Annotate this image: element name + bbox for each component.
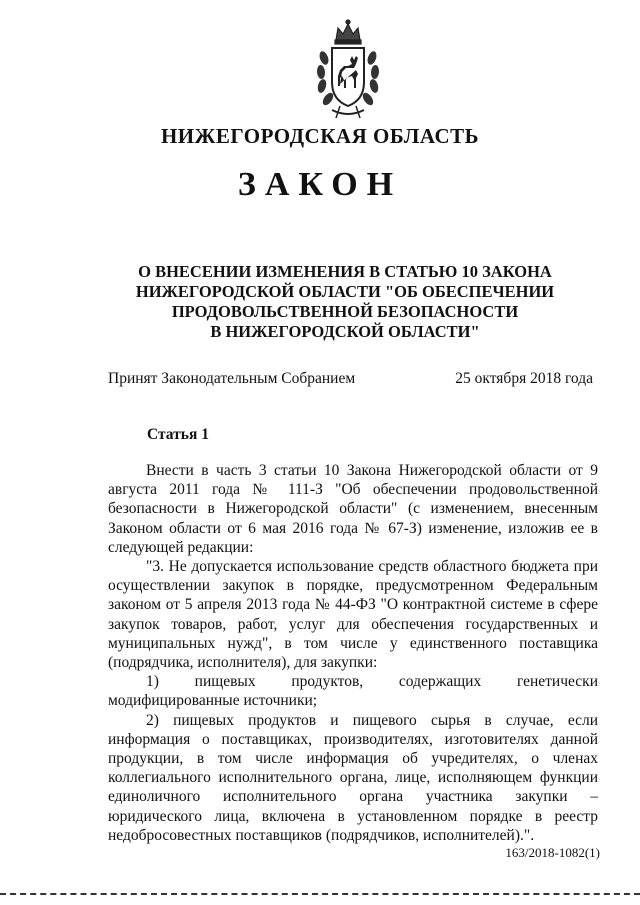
article-paragraph: 1) пищевых продуктов, содержащих генетически модифицированные источники;	[108, 673, 598, 710]
law-title-line: О ВНЕСЕНИИ ИЗМЕНЕНИЯ В СТАТЬЮ 10 ЗАКОНА	[138, 262, 552, 281]
adoption-line	[108, 370, 593, 388]
law-title	[100, 262, 590, 342]
registration-number: 163/2018-1082(1)	[505, 845, 600, 860]
region-name: НИЖЕГОРОДСКАЯ ОБЛАСТЬ	[160, 124, 480, 148]
article-paragraph: "3. Не допускается использование средств областного бюджета при осуществлении закупок в порядке, предусмотренном Федеральным законом от 5 апреля 2013 года № 44-ФЗ "О контрактной системе в сфере закупок товаров, работ, услуг для обеспечения государственных и муниципальных нужд", в том числе у единственного поставщика (подрядчика, исполнителя), для закупки:	[108, 558, 598, 672]
adoption-date: 25 октября 2018 года	[455, 370, 593, 387]
document-type: ЗАКОН	[237, 166, 403, 203]
article-body	[108, 461, 598, 845]
law-title-line: НИЖЕГОРОДСКОЙ ОБЛАСТИ "ОБ ОБЕСПЕЧЕНИИ	[135, 282, 555, 301]
coat-of-arms-icon	[312, 14, 384, 122]
article-paragraph: Внести в часть 3 статьи 10 Закона Нижегородской области от 9 августа 2011 года № 111-З "Об обеспечении продовольственной безопасности в Нижегородской области" (с изменением, внесенным Законом области от 6 мая 2016 года № 67-З) изменение, изложив ее в следующей редакции:	[108, 462, 598, 556]
law-title-line: ПРОДОВОЛЬСТВЕННОЙ БЕЗОПАСНОСТИ	[171, 302, 519, 321]
article-paragraph: 2) пищевых продуктов и пищевого сырья в случае, если информация о поставщиках, производителях, изготовителях данной продукции, в том числе информация об учредителях, о членах коллегиального исполнительного органа, лице, исполняющем функции единоличного исполнительного органа участника закупки – юридического лица, включена в установленном порядке в реестр недобросовестных поставщиков (подрядчиков, исполнителей).".	[108, 711, 598, 844]
law-title-line: В НИЖЕГОРОДСКОЙ ОБЛАСТИ"	[210, 322, 480, 341]
page-bottom-divider	[0, 893, 640, 895]
adoption-label: Принят Законодательным Собранием	[108, 370, 356, 387]
article-heading: Статья 1	[147, 426, 209, 443]
